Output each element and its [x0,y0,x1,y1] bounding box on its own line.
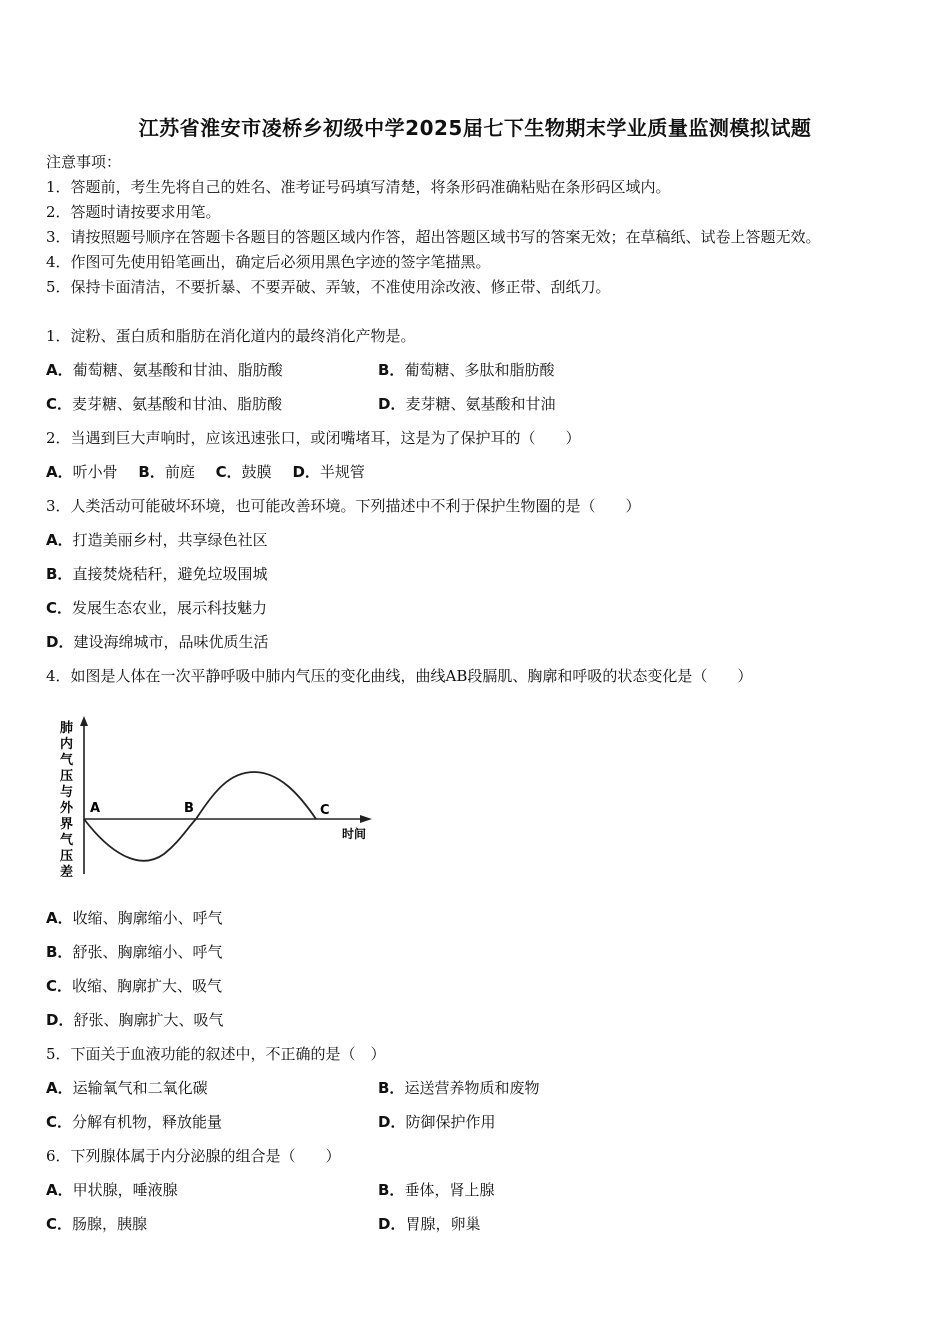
option-text: 半规管 [319,463,365,481]
notice-item: 1．答题前，考生先将自己的姓名、准考证号码填写清楚，将条形码准确粘贴在条形码区域内。 [46,178,671,196]
option-c [46,1214,147,1234]
option-letter: B． [378,361,405,379]
option-text: 鼓膜 [241,463,272,481]
option-c [46,394,282,414]
option-text: 听小骨 [72,463,118,481]
option-text: 甲状腺，唾液腺 [72,1181,178,1199]
option-text: 收缩、胸廓扩大、吸气 [72,977,223,995]
question-stem: 5．下面关于血液功能的叙述中，不正确的是（ ） [46,1045,386,1063]
option-text: 麦芽糖、氨基酸和甘油 [405,395,556,413]
option-text: 舒张、胸廓缩小、呼气 [72,943,223,961]
notice-item: 4．作图可先使用铅笔画出，确定后必须用黑色字迹的签字笔描黑。 [46,253,491,271]
y-label-char: 差 [60,865,74,880]
option-letter: D． [46,1011,74,1029]
x-axis-arrow [360,815,372,823]
option-letter: A． [46,361,73,379]
y-label-char: 肺 [60,721,74,736]
option-text: 收缩、胸廓缩小、呼气 [72,909,223,927]
option-letter: D． [378,395,406,413]
option-letter: A． [46,909,73,927]
question-stem: 4．如图是人体在一次平静呼吸中肺内气压的变化曲线，曲线AB段膈肌、胸廓和呼吸的状态变化是（ ） [46,667,753,685]
point-b-label: B [184,801,194,816]
option-c [46,1112,222,1132]
notice-item: 5．保持卡面清洁，不要折暴、不要弄破、弄皱，不准使用涂改液、修正带、刮纸刀。 [46,278,611,296]
y-axis-arrow [80,716,88,726]
option-b [46,942,222,962]
option-b [46,564,267,584]
y-label-char: 内 [60,737,74,752]
option-letter: B． [138,463,165,481]
option-letter: C． [46,599,73,617]
y-label-char: 压 [60,769,74,784]
option-text: 葡萄糖、氨基酸和甘油、脂肪酸 [72,361,283,379]
option-letter: A． [46,1181,73,1199]
option-a [46,530,268,550]
option-letter: D． [378,1215,406,1233]
option-text: 胃腺，卵巢 [405,1215,481,1233]
y-label-char: 外 [60,801,74,816]
option-text: 麦芽糖、氨基酸和甘油、脂肪酸 [72,395,283,413]
question-stem: 6．下列腺体属于内分泌腺的组合是（ ） [46,1147,341,1165]
option-letter: C． [46,977,73,995]
y-label-char: 气 [60,833,74,848]
option-letter: B． [46,565,73,583]
option-letter: A． [46,531,73,549]
pressure-curve [84,772,316,861]
option-text: 发展生态农业，展示科技魅力 [72,599,268,617]
y-label-char: 与 [60,785,74,800]
question-stem: 2．当遇到巨大声响时，应该迅速张口，或闭嘴堵耳，这是为了保护耳的（ ） [46,429,581,447]
notice-heading: 注意事项： [46,153,122,171]
option-d [378,1112,495,1132]
option-letter: C． [46,395,73,413]
option-letter: C． [215,463,242,481]
y-label-char: 气 [60,753,74,768]
option-text: 葡萄糖、多肽和脂肪酸 [404,361,555,379]
option-b [138,463,194,481]
option-a [46,463,118,481]
y-label-char: 压 [60,849,74,864]
option-letter: B． [378,1181,405,1199]
question-stem: 3．人类活动可能破坏环境，也可能改善环境。下列描述中不利于保护生物圈的是（ ） [46,497,641,515]
page-title: 江苏省淮安市凌桥乡初级中学2025届七下生物期末学业质量监测模拟试题 [138,116,812,140]
option-c [46,598,267,618]
option-d [378,394,555,414]
y-axis-label [60,720,74,880]
option-a [46,1078,208,1098]
option-text: 防御保护作用 [405,1113,496,1131]
option-d [46,1010,223,1030]
option-letter: D． [378,1113,406,1131]
option-letter: A． [46,1079,73,1097]
point-a-label: A [90,801,101,816]
option-letter: D． [46,633,74,651]
option-a [46,908,223,928]
option-text: 舒张、胸廓扩大、吸气 [73,1011,224,1029]
option-b [378,1078,539,1098]
option-c [46,976,222,996]
option-text: 建设海绵城市，品味优质生活 [73,633,269,651]
point-c-label: C [320,803,330,818]
option-text: 肠腺，胰腺 [72,1215,148,1233]
option-c [216,463,272,481]
option-text: 运送营养物质和废物 [404,1079,540,1097]
question-stem: 1．淀粉、蛋白质和脂肪在消化道内的最终消化产物是。 [46,327,416,345]
option-letter: D． [292,463,320,481]
x-axis-label: 时间 [342,827,367,841]
option-letter: B． [46,943,73,961]
option-d [292,463,364,481]
option-b [378,360,554,380]
option-text: 直接焚烧秸秆，避免垃圾围城 [72,565,268,583]
option-text: 垂体，肾上腺 [404,1181,495,1199]
option-text: 分解有机物，释放能量 [72,1113,223,1131]
option-letter: C． [46,1215,73,1233]
option-letter: C． [46,1113,73,1131]
option-letter: B． [378,1079,405,1097]
notice-item: 2．答题时请按要求用笔。 [46,203,221,221]
option-letter: A． [46,463,73,481]
option-b [378,1180,494,1200]
option-d [378,1214,480,1234]
option-a [46,360,283,380]
option-text: 运输氧气和二氧化碳 [72,1079,208,1097]
y-label-char: 界 [60,817,74,832]
notice-item: 3．请按照题号顺序在答题卡各题目的答题区域内作答，超出答题区域书写的答案无效；在草稿纸、试卷上答题无效。 [46,228,821,246]
option-d [46,632,268,652]
option-a [46,1180,178,1200]
option-text: 打造美丽乡村，共享绿色社区 [72,531,268,549]
option-row [46,462,381,482]
pressure-curve-figure [54,712,384,882]
option-text: 前庭 [164,463,195,481]
